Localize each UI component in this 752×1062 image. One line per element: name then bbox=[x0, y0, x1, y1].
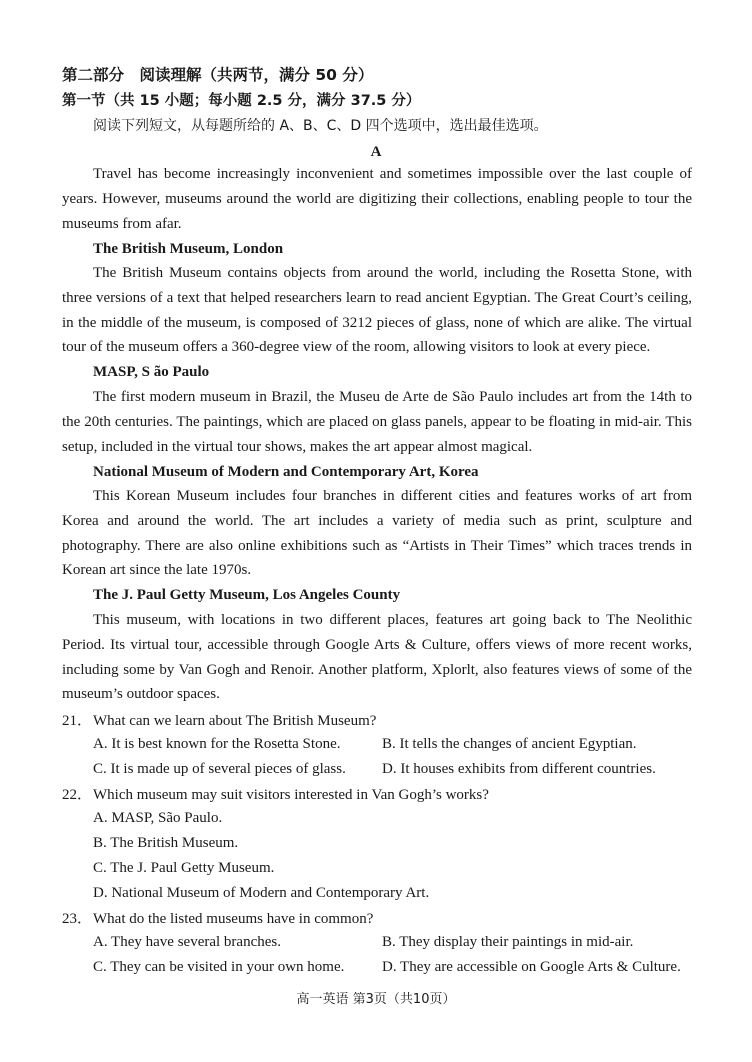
option-23-c[interactable]: C. They can be visited in your own home. bbox=[93, 959, 345, 975]
passage-letter: A bbox=[370, 144, 382, 160]
museum-body-british: The British Museum contains objects from around the world, including the Rosetta Stone, with three versions of a text that helped researchers learn to read ancient Egyptian. The Great Court’s ceiling, in the middle of the museum, is composed of 3212 pieces of glass, none of which are alike. The virtual tour of the museum offers a 360-degree view of the room, allowing visitors to look at every piece. bbox=[62, 265, 692, 356]
question-number: 23． bbox=[62, 911, 93, 927]
question-23 bbox=[62, 908, 373, 930]
museum-title-masp: MASP, S ão Paulo bbox=[93, 364, 210, 380]
question-number: 21． bbox=[62, 713, 93, 729]
museum-body-getty: This museum, with locations in two different places, features art going back to The Neolithic Period. Its virtual tour, accessible through Google Arts & Culture, offers views of more recent works, including some by Van Gogh and Renoir. Another platform, Xplorlt, also features views of some of the museum’s outdoor spaces. bbox=[62, 612, 692, 703]
question-stem: Which museum may suit visitors interested in Van Gogh’s works? bbox=[93, 787, 489, 803]
option-22-d[interactable]: D. National Museum of Modern and Contemporary Art. bbox=[93, 885, 430, 901]
section-title: 第一节（共 15 小题；每小题 2.5 分，满分 37.5 分） bbox=[62, 93, 421, 109]
museum-title-korea: National Museum of Modern and Contemporary Art, Korea bbox=[93, 464, 479, 480]
question-stem: What do the listed museums have in common? bbox=[93, 911, 374, 927]
part-title: 第二部分 阅读理解（共两节，满分 50 分） bbox=[62, 66, 374, 84]
museum-body-masp: The first modern museum in Brazil, the Museu de Arte de São Paulo includes art from the 14th to the 20th centuries. The paintings, which are placed on glass panels, appear to be floating in mid-air. This setup, included in the virtual tour shows, makes the art appear almost magical. bbox=[62, 389, 692, 455]
option-23-a[interactable]: A. They have several branches. bbox=[93, 934, 281, 950]
page-footer: 高一英语 第3页（共10页） bbox=[296, 992, 456, 1007]
option-22-c[interactable]: C. The J. Paul Getty Museum. bbox=[93, 860, 275, 876]
question-22 bbox=[62, 784, 489, 806]
option-21-c[interactable]: C. It is made up of several pieces of glass. bbox=[93, 761, 346, 777]
instruction-text: 阅读下列短文，从每题所给的 A、B、C、D 四个选项中，选出最佳选项。 bbox=[93, 118, 548, 134]
option-21-d[interactable]: D. It houses exhibits from different countries. bbox=[382, 761, 656, 777]
option-21-a[interactable]: A. It is best known for the Rosetta Stone. bbox=[93, 736, 341, 752]
museum-title-british: The British Museum, London bbox=[93, 241, 284, 257]
option-21-b[interactable]: B. It tells the changes of ancient Egyptian. bbox=[382, 736, 637, 752]
passage-intro: Travel has become increasingly inconvenient and sometimes impossible over the last couple of years. However, museums around the world are digitizing their collections, enabling people to tour the museums from afar. bbox=[62, 166, 692, 232]
question-number: 22． bbox=[62, 787, 93, 803]
museum-body-korea: This Korean Museum includes four branches in different cities and features works of art from Korea and around the world. The art includes a variety of media such as print, sculpture and photography. There are also online exhibitions such as “Artists in Their Times” which traces trends in Korean art since the late 1970s. bbox=[62, 488, 692, 579]
option-23-d[interactable]: D. They are accessible on Google Arts & Culture. bbox=[382, 959, 681, 975]
question-stem: What can we learn about The British Museum? bbox=[93, 713, 377, 729]
option-22-b[interactable]: B. The British Museum. bbox=[93, 835, 239, 851]
option-23-b[interactable]: B. They display their paintings in mid-air. bbox=[382, 934, 634, 950]
museum-title-getty: The J. Paul Getty Museum, Los Angeles County bbox=[93, 587, 401, 603]
option-22-a[interactable]: A. MASP, São Paulo. bbox=[93, 810, 223, 826]
question-21 bbox=[62, 710, 376, 732]
